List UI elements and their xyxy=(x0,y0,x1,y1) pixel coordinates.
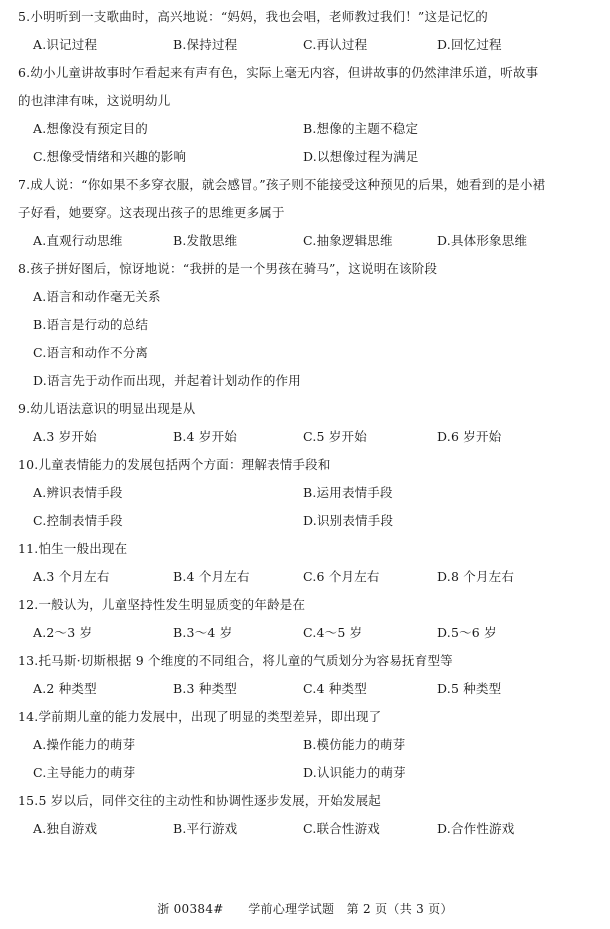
options-row xyxy=(33,373,603,389)
question-6-stem-line: 6.幼小儿童讲故事时乍看起来有声有色，实际上毫无内容，但讲故事的仍然津津乐道，听故事 xyxy=(18,65,539,80)
question-7-option-B: B.发散思维 xyxy=(173,233,238,248)
page-footer: 浙 00384# 学前心理学试题 第 2 页（共 3 页） xyxy=(157,902,453,916)
options-row xyxy=(33,513,603,529)
question-13-option-A: A.2 种类型 xyxy=(33,681,97,696)
question-5-option-C: C.再认过程 xyxy=(303,37,368,52)
options-row xyxy=(33,149,603,165)
question-10-option-C: C.控制表情手段 xyxy=(33,513,123,528)
question-9-option-D: D.6 岁开始 xyxy=(437,429,502,444)
question-14-stem-line: 14.学前期儿童的能力发展中，出现了明显的类型差异，即出现了 xyxy=(18,709,382,724)
question-8-option-B: B.语言是行动的总结 xyxy=(33,317,149,332)
question-5-stem-line: 5.小明听到一支歌曲时，高兴地说：“妈妈，我也会唱，老师教过我们！”这是记忆的 xyxy=(18,9,489,24)
question-15-option-D: D.合作性游戏 xyxy=(437,821,515,836)
question-11-option-B: B.4 个月左右 xyxy=(173,569,250,584)
question-12-option-A: A.2～3 岁 xyxy=(33,625,93,640)
question-7-option-C: C.抽象逻辑思维 xyxy=(303,233,393,248)
question-15-option-C: C.联合性游戏 xyxy=(303,821,380,836)
options-row xyxy=(33,345,603,361)
options-row xyxy=(33,233,603,249)
question-14-option-A: A.操作能力的萌芽 xyxy=(33,737,136,752)
question-9-stem-line: 9.幼儿语法意识的明显出现是从 xyxy=(18,401,196,416)
question-7-option-A: A.直观行动思维 xyxy=(33,233,123,248)
question-9-option-B: B.4 岁开始 xyxy=(173,429,237,444)
options-row xyxy=(33,429,603,445)
options-row xyxy=(33,121,603,137)
question-6-stem-line: 的也津津有味，这说明幼儿 xyxy=(18,93,171,108)
options-row xyxy=(33,681,603,697)
question-13-option-D: D.5 种类型 xyxy=(437,681,502,696)
question-10-option-D: D.识别表情手段 xyxy=(303,513,394,528)
options-row xyxy=(33,317,603,333)
question-11-stem-line: 11.怕生一般出现在 xyxy=(18,541,128,556)
question-13-option-B: B.3 种类型 xyxy=(173,681,237,696)
question-11-option-D: D.8 个月左右 xyxy=(437,569,515,584)
question-12-option-B: B.3～4 岁 xyxy=(173,625,233,640)
question-6-option-A: A.想像没有预定目的 xyxy=(33,121,149,136)
question-13-stem-line: 13.托马斯·切斯根据 9 个维度的不同组合，将儿童的气质划分为容易抚育型等 xyxy=(18,653,453,668)
options-row xyxy=(33,569,603,585)
question-7-option-D: D.具体形象思维 xyxy=(437,233,528,248)
question-12-stem-line: 12.一般认为，儿童坚持性发生明显质变的年龄是在 xyxy=(18,597,306,612)
options-row xyxy=(33,289,603,305)
options-row xyxy=(33,485,603,501)
question-14-option-C: C.主导能力的萌芽 xyxy=(33,765,136,780)
question-12-option-D: D.5～6 岁 xyxy=(437,625,497,640)
question-11-option-C: C.6 个月左右 xyxy=(303,569,380,584)
options-row xyxy=(33,37,603,53)
options-row xyxy=(33,737,603,753)
question-13-option-C: C.4 种类型 xyxy=(303,681,367,696)
question-10-option-A: A.辨识表情手段 xyxy=(33,485,123,500)
question-15-option-A: A.独自游戏 xyxy=(33,821,98,836)
question-5-option-D: D.回忆过程 xyxy=(437,37,502,52)
options-row xyxy=(33,625,603,641)
question-5-option-B: B.保持过程 xyxy=(173,37,238,52)
question-5-option-A: A.识记过程 xyxy=(33,37,98,52)
question-15-option-B: B.平行游戏 xyxy=(173,821,238,836)
question-9-option-C: C.5 岁开始 xyxy=(303,429,367,444)
question-7-stem-line: 子好看，她要穿。这表现出孩子的思维更多属于 xyxy=(18,205,285,220)
question-15-stem-line: 15.5 岁以后，同伴交往的主动性和协调性逐步发展，开始发展起 xyxy=(18,793,382,808)
question-10-option-B: B.运用表情手段 xyxy=(303,485,393,500)
question-14-option-B: B.模仿能力的萌芽 xyxy=(303,737,406,752)
question-7-stem-line: 7.成人说：“你如果不多穿衣服，就会感冒。”孩子则不能接受这种预见的后果，她看到的是小裙 xyxy=(18,177,546,192)
question-8-option-A: A.语言和动作毫无关系 xyxy=(33,289,161,304)
question-6-option-C: C.想像受情绪和兴趣的影响 xyxy=(33,149,187,164)
options-row xyxy=(33,765,603,781)
options-row xyxy=(33,821,603,837)
question-8-option-D: D.语言先于动作而出现，并起着计划动作的作用 xyxy=(33,373,301,388)
question-10-stem-line: 10.儿童表情能力的发展包括两个方面：理解表情手段和 xyxy=(18,457,331,472)
question-9-option-A: A.3 岁开始 xyxy=(33,429,97,444)
question-6-option-B: B.想像的主题不稳定 xyxy=(303,121,419,136)
question-14-option-D: D.认识能力的萌芽 xyxy=(303,765,406,780)
question-8-option-C: C.语言和动作不分离 xyxy=(33,345,149,360)
question-8-stem-line: 8.孩子拼好图后，惊讶地说：“我拼的是一个男孩在骑马”，这说明在该阶段 xyxy=(18,261,438,276)
question-6-option-D: D.以想像过程为满足 xyxy=(303,149,419,164)
question-12-option-C: C.4～5 岁 xyxy=(303,625,363,640)
question-11-option-A: A.3 个月左右 xyxy=(33,569,110,584)
